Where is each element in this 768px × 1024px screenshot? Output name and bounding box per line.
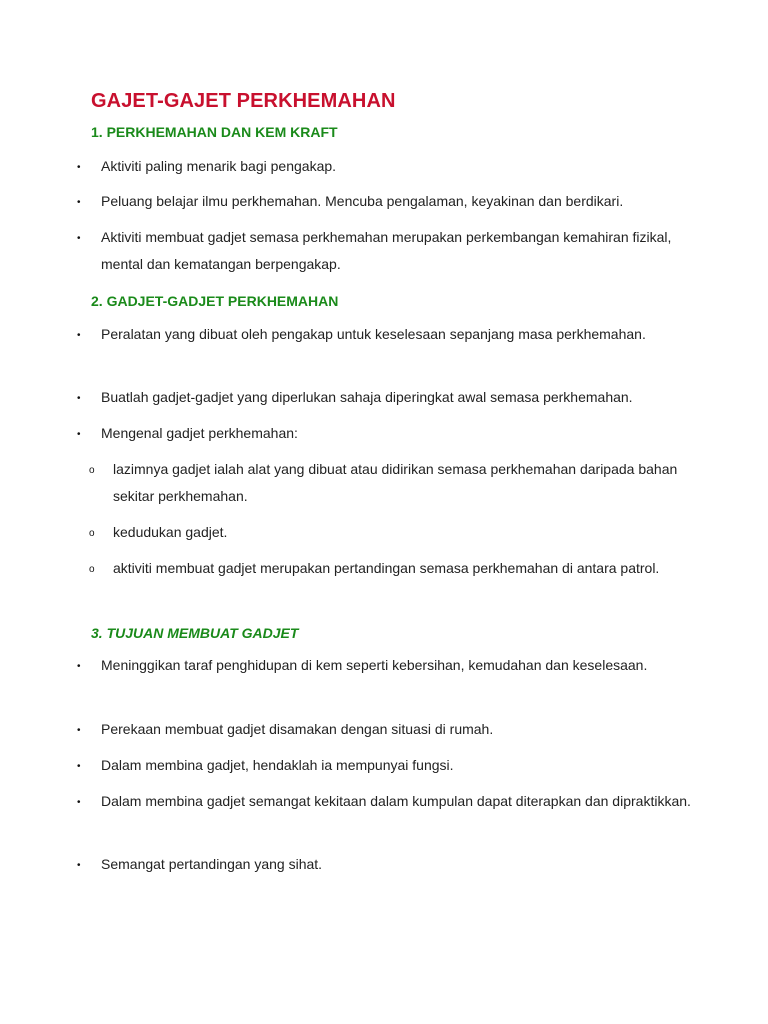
bullet-icon: •: [77, 233, 81, 244]
sub-list-item: aktiviti membuat gadjet merupakan pertandingan semasa perkhemahan di antara patrol.: [113, 560, 660, 576]
list-item: Perekaan membuat gadjet disamakan dengan situasi di rumah.: [101, 721, 494, 737]
list-item: Aktiviti membuat gadjet semasa perkhemahan merupakan perkembangan kemahiran fizikal, mental dan kematangan berpengakap.: [101, 229, 672, 272]
bullet-icon: •: [77, 197, 81, 208]
section-heading-1: 1. PERKHEMAHAN DAN KEM KRAFT: [91, 124, 338, 140]
list-item: Dalam membina gadjet, hendaklah ia mempunyai fungsi.: [101, 757, 454, 773]
bullet-icon: •: [77, 661, 81, 672]
list-item: Semangat pertandingan yang sihat.: [101, 856, 323, 872]
bullet-icon: •: [77, 725, 81, 736]
bullet-icon: •: [77, 330, 81, 341]
list-item: Mengenal gadjet perkhemahan:: [101, 425, 298, 441]
page-title: GAJET-GAJET PERKHEMAHAN: [91, 90, 396, 112]
list-item: Peralatan yang dibuat oleh pengakap untuk keselesaan sepanjang masa perkhemahan.: [101, 326, 646, 342]
sub-bullet-icon: o: [89, 528, 95, 539]
bullet-icon: •: [77, 393, 81, 404]
bullet-icon: •: [77, 429, 81, 440]
list-item: Aktiviti paling menarik bagi pengakap.: [101, 158, 337, 174]
section-heading-3: 3. TUJUAN MEMBUAT GADJET: [91, 625, 299, 641]
sub-list-item: lazimnya gadjet ialah alat yang dibuat atau didirikan semasa perkhemahan daripada bahan sekitar perkhemahan.: [113, 461, 678, 504]
bullet-icon: •: [77, 797, 81, 808]
sub-bullet-icon: o: [89, 465, 95, 476]
sub-bullet-icon: o: [89, 564, 95, 575]
section-heading-2: 2. GADJET-GADJET PERKHEMAHAN: [91, 293, 339, 309]
bullet-icon: •: [77, 860, 81, 871]
list-item: Dalam membina gadjet semangat kekitaan dalam kumpulan dapat diterapkan dan dipraktikkan.: [101, 793, 691, 809]
bullet-icon: •: [77, 761, 81, 772]
list-item: Meninggikan taraf penghidupan di kem seperti kebersihan, kemudahan dan keselesaan.: [101, 657, 648, 673]
list-item: Peluang belajar ilmu perkhemahan. Mencuba pengalaman, keyakinan dan berdikari.: [101, 193, 624, 209]
list-item: Buatlah gadjet-gadjet yang diperlukan sahaja diperingkat awal semasa perkhemahan.: [101, 389, 633, 405]
bullet-icon: •: [77, 162, 81, 173]
sub-list-item: kedudukan gadjet.: [113, 524, 228, 540]
